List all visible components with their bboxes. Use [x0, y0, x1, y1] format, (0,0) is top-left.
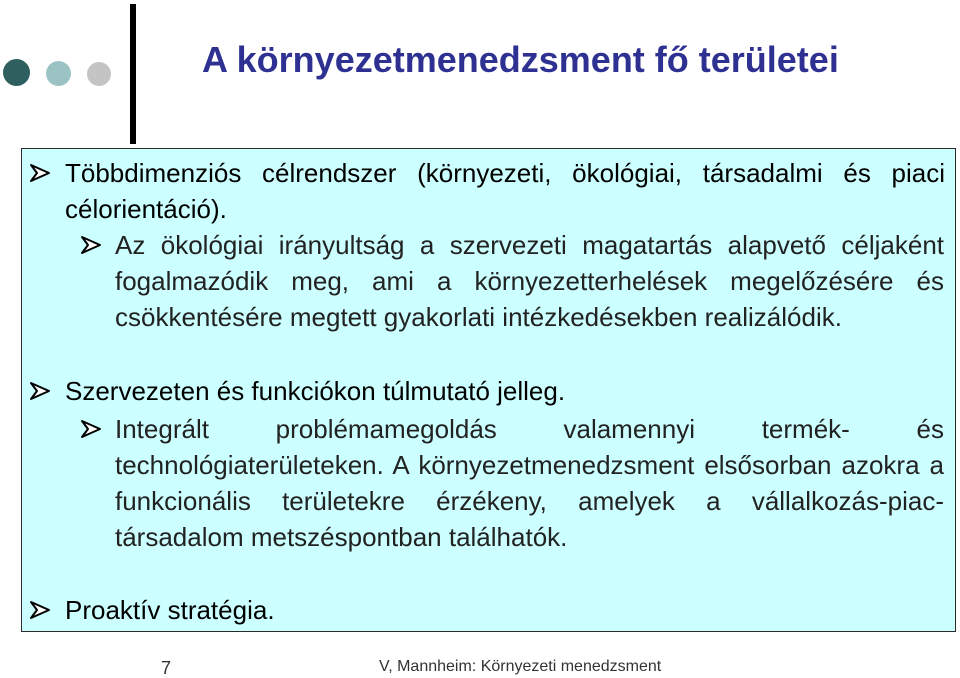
- bullet-text: Szervezeten és funkciókon túlmutató jelleg.: [65, 376, 566, 406]
- dot-mid-icon: [46, 61, 71, 86]
- bullet-item-1: [65, 155, 945, 227]
- bullet-item-4: [115, 411, 944, 555]
- bullet-item-2: [115, 227, 944, 335]
- bullet-item-5: [65, 592, 945, 628]
- dot-dark-icon: [3, 59, 30, 86]
- arrowhead-bullet-icon: [80, 235, 102, 255]
- bullet-item-3: [65, 373, 945, 409]
- bullet-text: Proaktív stratégia.: [65, 595, 275, 625]
- footer-source: V, Mannheim: Környezeti menedzsment: [379, 658, 662, 675]
- arrowhead-bullet-icon: [29, 381, 51, 401]
- decorative-dots: [3, 59, 113, 89]
- page-number: 7: [161, 658, 172, 678]
- dot-light-icon: [87, 62, 111, 86]
- arrowhead-bullet-icon: [29, 163, 51, 183]
- arrowhead-bullet-icon: [80, 419, 102, 439]
- bullet-text: Többdimenziós célrendszer (környezeti, ökológiai, társadalmi és piaci célorientáció).: [65, 158, 945, 224]
- title-divider-bar: [130, 4, 136, 144]
- slide-title: A környezetmenedzsment fő területei: [202, 39, 839, 80]
- bullet-text: Az ökológiai irányultság a szervezeti magatartás alapvető céljaként fogalmazódik meg, ami a környezetterhelések megelőzésére és csökkentésére megtett gyakorlati intézkedésekben realizálódik.: [115, 230, 944, 332]
- content-box: [21, 148, 956, 632]
- arrowhead-bullet-icon: [29, 600, 51, 620]
- bullet-text: Integrált problémamegoldás valamennyi termék- és technológiaterületeken. A környezetmenedzsment elsősorban azokra a funkcionális területekre érzékeny, amelyek a vállalkozás-piac-társadalom metszéspontban találhatók.: [115, 414, 944, 552]
